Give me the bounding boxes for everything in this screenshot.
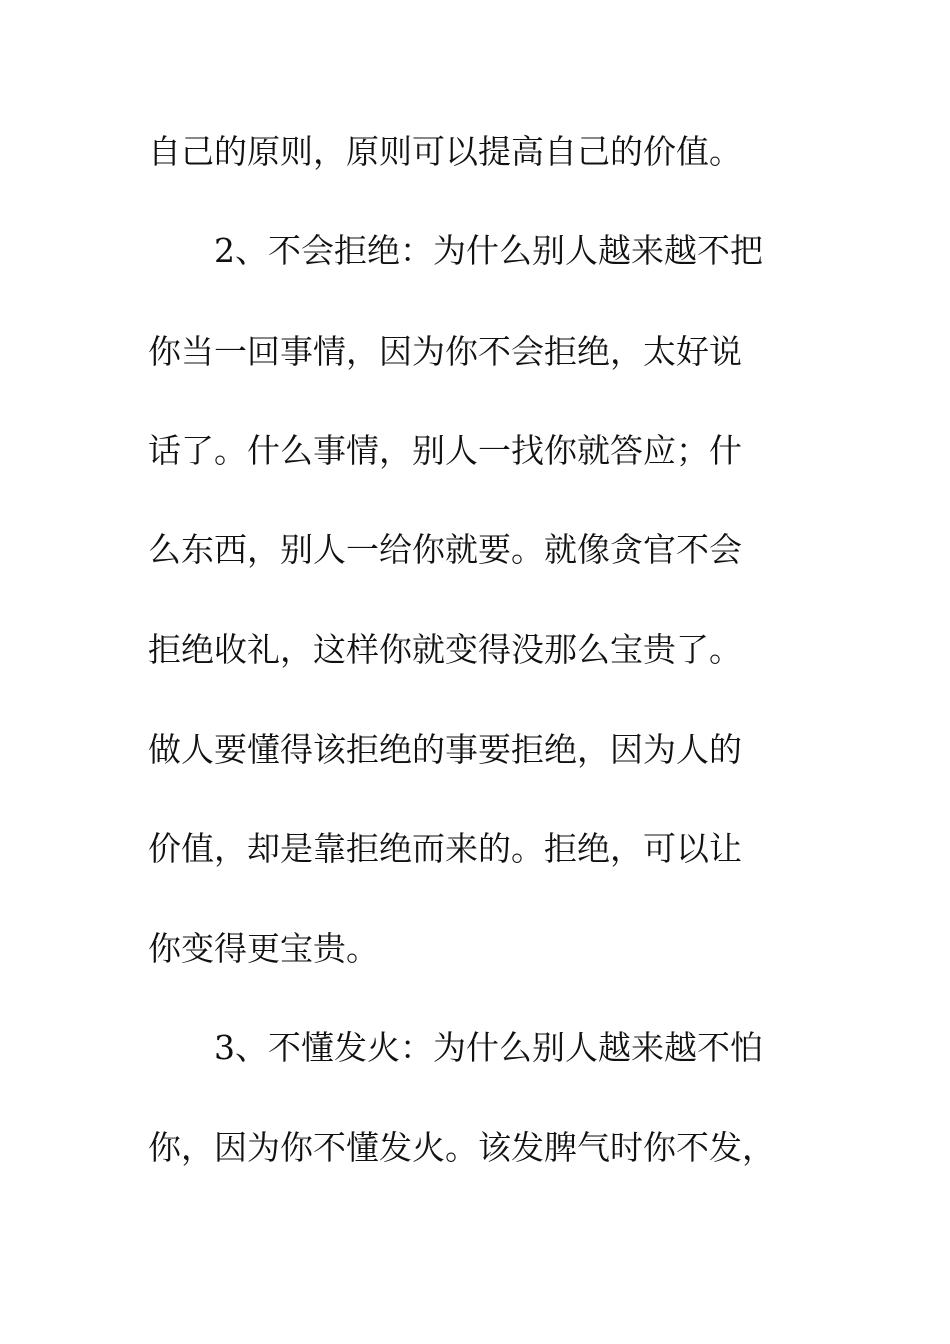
text-line: 你变得更宝贵。 xyxy=(148,929,379,968)
text-line: 做人要懂得该拒绝的事要拒绝，因为人的 xyxy=(148,730,742,769)
text-line: 价值，却是靠拒绝而来的。拒绝，可以让 xyxy=(148,829,742,868)
text-line: 拒绝收礼，这样你就变得没那么宝贵了。 xyxy=(148,630,742,669)
text-line: 么东西，别人一给你就要。就像贪官不会 xyxy=(148,530,742,569)
section-heading-line: 3、不懂发火：为什么别人越来越不怕 xyxy=(214,1028,763,1067)
text-line: 你当一回事情，因为你不会拒绝，太好说 xyxy=(148,332,742,371)
text-line: 话了。什么事情，别人一找你就答应；什 xyxy=(148,431,742,470)
section-heading-line: 2、不会拒绝：为什么别人越来越不把 xyxy=(214,231,763,270)
text-line: 自己的原则，原则可以提高自己的价值。 xyxy=(148,132,742,171)
text-line: 你，因为你不懂发火。该发脾气时你不发， xyxy=(148,1128,775,1167)
